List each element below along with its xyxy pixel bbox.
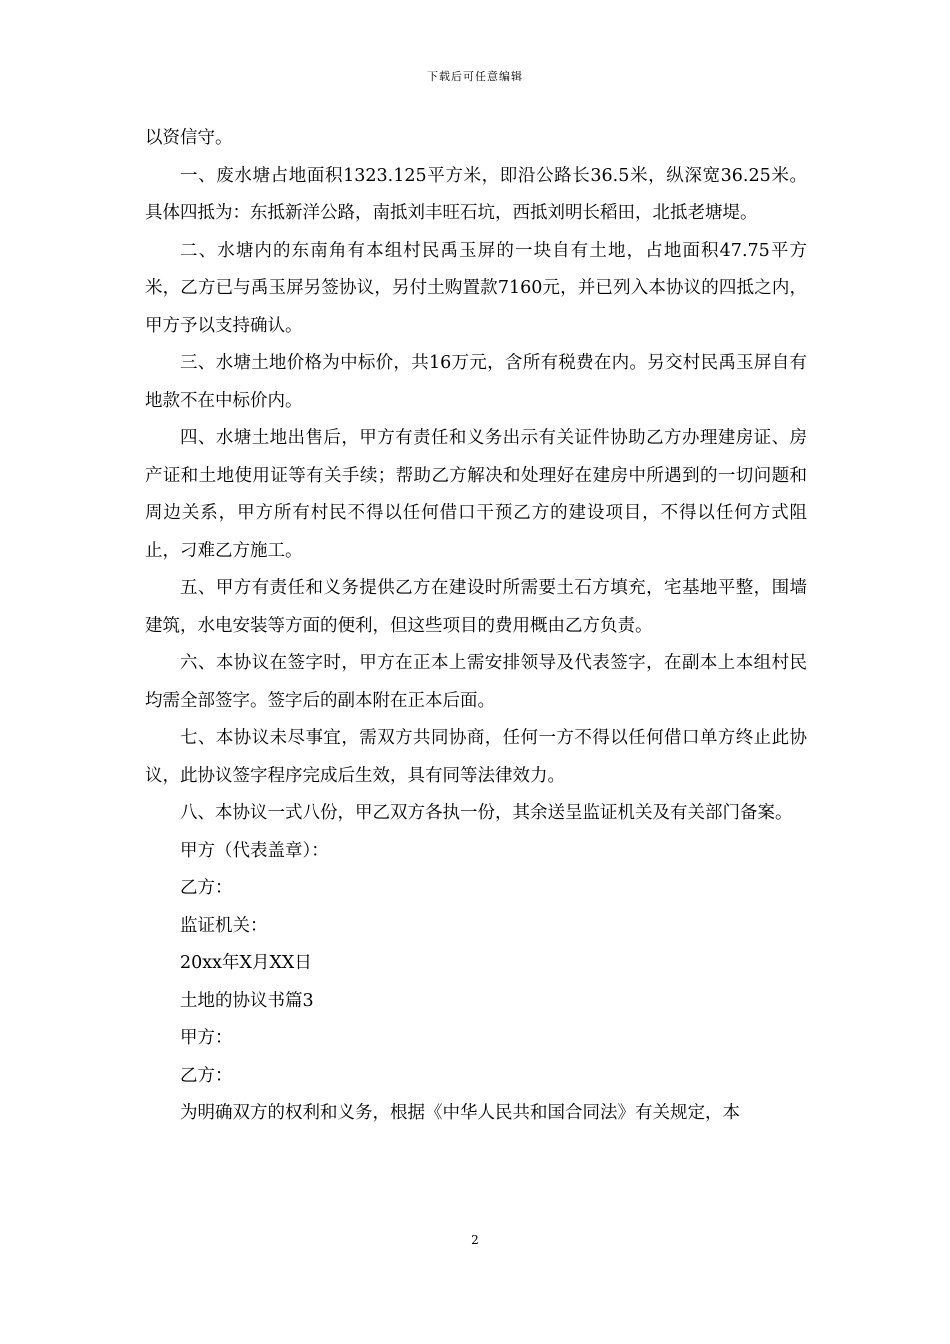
- clause-4: 四、水塘土地出售后，甲方有责任和义务出示有关证件协助乙方办理建房证、房产证和土地使用证等有关手续；帮助乙方解决和处理好在建房中所遇到的一切问题和周边关系，甲方所有村民不得以任何借口干预乙方的建设项目，不得以任何方式阻止，刁难乙方施工。: [145, 428, 807, 561]
- witness-authority-line: 监证机关：: [180, 915, 268, 936]
- party-a-line: 甲方：: [180, 1028, 233, 1048]
- clause-1: 一、废水塘占地面积1323.125平方米，即沿公路长36.5米，纵深宽36.25米。具体四抵为：东抵新洋公路，南抵刘丰旺石坑，西抵刘明长稻田，北抵老塘堤。: [145, 165, 807, 223]
- party-a-signature-line: 甲方（代表盖章）：: [180, 840, 329, 861]
- clause-5: 五、甲方有责任和义务提供乙方在建设时所需要土石方填充，宅基地平整，围墙建筑，水电安装等方面的便利，但这些项目的费用概由乙方负责。: [145, 578, 807, 636]
- date-line: 20xx年X月XX日: [180, 953, 312, 973]
- clause-8: 八、本协议一式八份，甲乙双方各执一份，其余送呈监证机关及有关部门备案。: [180, 803, 793, 823]
- page-number: 2: [471, 1233, 479, 1247]
- preamble-paragraph: 为明确双方的权利和义务，根据《中华人民共和国合同法》有关规定，本: [180, 1103, 740, 1123]
- document-body: [145, 120, 807, 1133]
- clause-7: 七、本协议未尽事宜，需双方共同协商，任何一方不得以任何借口单方终止此协议，此协议签字程序完成后生效，具有同等法律效力。: [145, 728, 807, 786]
- party-b-signature-line: 乙方：: [180, 878, 233, 898]
- page-header: 下载后可任意编辑: [427, 70, 523, 83]
- clause-6: 六、本协议在签字时，甲方在正本上需安排领导及代表签字，在副本上本组村民均需全部签字。签字后的副本附在正本后面。: [145, 653, 807, 711]
- clause-3: 三、水塘土地价格为中标价，共16万元，含所有税费在内。另交村民禹玉屏自有地款不在中标价内。: [145, 353, 807, 411]
- clause-2: 二、水塘内的东南角有本组村民禹玉屏的一块自有土地，占地面积47.75平方米，乙方已与禹玉屏另签协议，另付土购置款7160元，并已列入本协议的四抵之内，甲方予以支持确认。: [145, 240, 807, 336]
- party-b-line: 乙方：: [180, 1065, 233, 1086]
- paragraph-continuation: 以资信守。: [145, 128, 233, 148]
- section-title: 土地的协议书篇3: [180, 990, 314, 1011]
